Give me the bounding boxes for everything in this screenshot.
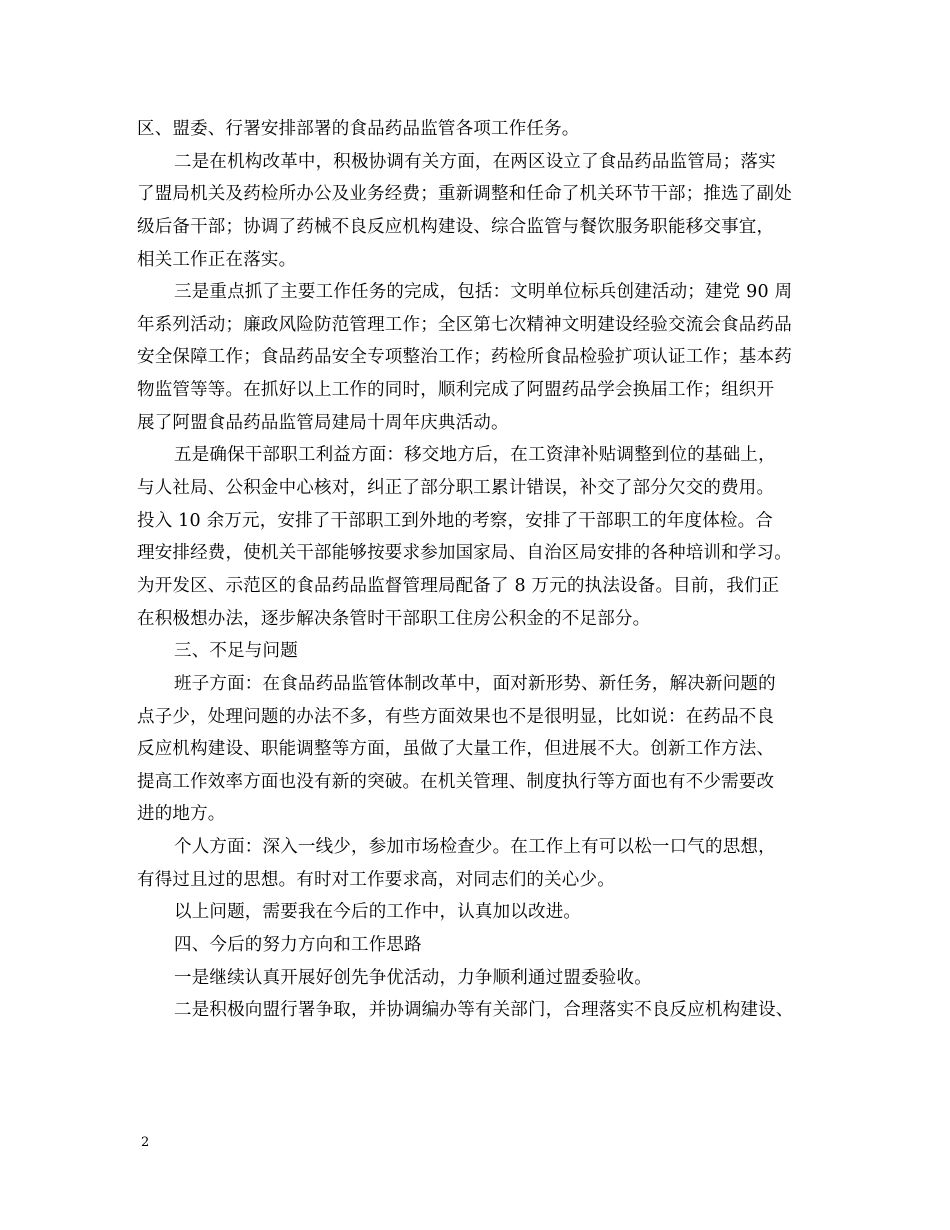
text-line: 一是继续认真开展好创先争优活动，力争顺利通过盟委验收。 — [174, 967, 652, 988]
text-line: 级后备干部；协调了药械不良反应机构建设、综合监管与餐饮服务职能移交事宜， — [137, 216, 775, 237]
text-line: 在积极想办法，逐步解决条管时干部职工住房公积金的不足部分。 — [137, 608, 651, 629]
text-line: 三是重点抓了主要工作任务的完成，包括：文明单位标兵创建活动；建党 90 周 — [174, 282, 793, 303]
text-line: 年系列活动；廉政风险防范管理工作；全区第七次精神文明建设经验交流会食品药品 — [137, 314, 792, 335]
text-line: 二是在机构改革中，积极协调有关方面，在两区设立了食品药品监管局；落实 — [174, 151, 776, 172]
text-line: 相关工作正在落实。 — [137, 249, 297, 270]
text-line: 三、不足与问题 — [174, 641, 298, 662]
text-line: 与人社局、公积金中心核对，纠正了部分职工累计错误，补交了部分欠交的费用。 — [137, 478, 775, 499]
text-line: 个人方面：深入一线少，参加市场检查少。在工作上有可以松一口气的思想， — [174, 837, 776, 858]
text-line: 理安排经费，使机关干部能够按要求参加国家局、自治区局安排的各种培训和学习。 — [137, 543, 792, 564]
text-line: 展了阿盟食品药品监管局建局十周年庆典活动。 — [137, 412, 509, 433]
text-line: 点子少，处理问题的办法不多，有些方面效果也不是很明显，比如说：在药品不良 — [137, 706, 775, 727]
text-line: 进的地方。 — [137, 804, 226, 825]
text-line: 提高工作效率方面也没有新的突破。在机关管理、制度执行等方面也有不少需要改 — [137, 771, 775, 792]
text-line: 为开发区、示范区的食品药品监督管理局配备了 8 万元的执法设备。目前，我们正 — [137, 575, 780, 596]
text-line: 以上问题，需要我在今后的工作中，认真加以改进。 — [174, 902, 582, 923]
text-line: 投入 10 余万元，安排了干部职工到外地的考察，安排了干部职工的年度体检。合 — [137, 510, 773, 531]
text-line: 物监管等等。在抓好以上工作的同时，顺利完成了阿盟药品学会换届工作；组织开 — [137, 380, 775, 401]
text-line: 安全保障工作；食品药品安全专项整治工作；药检所食品检验扩项认证工作；基本药 — [137, 347, 792, 368]
text-line: 二是积极向盟行署争取，并协调编办等有关部门，合理落实不良反应机构建设、 — [174, 1000, 794, 1021]
document-body — [137, 113, 827, 1027]
text-line: 班子方面：在食品药品监管体制改革中，面对新形势、新任务，解决新问题的 — [174, 673, 776, 694]
text-line: 五是确保干部职工利益方面：移交地方后，在工资津补贴调整到位的基础上， — [174, 445, 776, 466]
text-line: 反应机构建设、职能调整等方面，虽做了大量工作，但进展不大。创新工作方法、 — [137, 739, 775, 760]
text-line: 区、盟委、行署安排部署的食品药品监管各项工作任务。 — [137, 119, 580, 139]
text-line: 四、今后的努力方向和工作思路 — [174, 935, 422, 956]
page-number: 2 — [141, 1135, 150, 1150]
text-line: 有得过且过的思想。有时对工作要求高，对同志们的关心少。 — [137, 869, 615, 890]
text-line: 了盟局机关及药检所办公及业务经费；重新调整和任命了机关环节干部；推选了副处 — [137, 184, 792, 205]
